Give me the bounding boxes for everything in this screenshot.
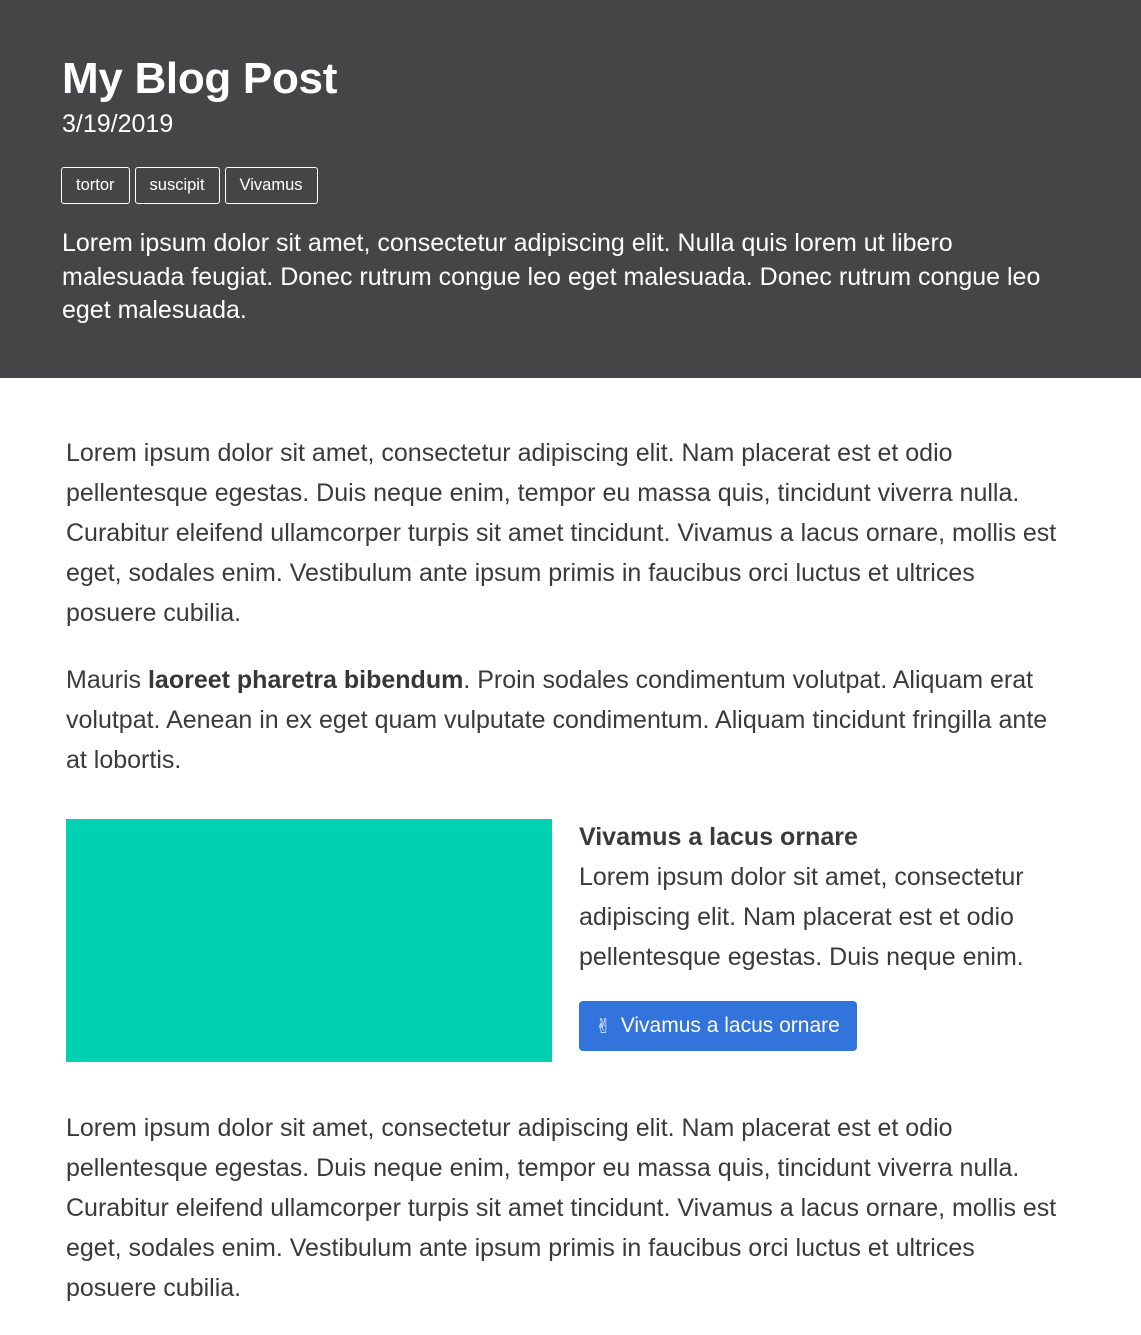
post-date: 3/19/2019 — [62, 110, 174, 138]
body-paragraph-2 — [66, 660, 1066, 780]
post-title: My Blog Post — [62, 54, 338, 103]
post-header — [0, 0, 1141, 378]
feature-image — [66, 819, 552, 1062]
paragraph-2-bold-text: laoreet pharetra bibendum — [147, 666, 464, 694]
tag-list — [61, 167, 318, 204]
feature-section — [579, 817, 1079, 977]
body-paragraph-1: Lorem ipsum dolor sit amet, consectetur adipiscing elit. Nam placerat est et odio pellentesque egestas. Duis neque enim, tempor eu massa quis, tincidunt viverra nulla. Curabitur eleifend ullamcorper turpis sit amet tincidunt. Vivamus a lacus ornare, mollis est eget, sodales enim. Vestibulum ante ipsum primis in faucibus orci luctus et ultrices posuere cubilia. — [66, 439, 1057, 627]
tag-suscipit[interactable]: suscipit — [135, 167, 220, 204]
paragraph-2-text-after: . Proin sodales condimentum volutpat. Aliquam erat volutpat. Aenean in ex eget quam vulputate condimentum. Aliquam tincidunt fringilla ante at lobortis. — [66, 666, 1048, 774]
tag-tortor[interactable]: tortor — [61, 167, 130, 204]
body-paragraph-3: Lorem ipsum dolor sit amet, consectetur adipiscing elit. Nam placerat est et odio pellentesque egestas. Duis neque enim, tempor eu massa quis, tincidunt viverra nulla. Curabitur eleifend ullamcorper turpis sit amet tincidunt. Vivamus a lacus ornare, mollis est eget, sodales enim. Vestibulum ante ipsum primis in faucibus orci luctus et ultrices posuere cubilia. — [66, 1114, 1057, 1302]
tag-vivamus[interactable]: Vivamus — [225, 167, 318, 204]
peace-hand-icon: ✌ — [595, 1014, 612, 1038]
paragraph-2-text-before: Mauris — [66, 666, 148, 694]
feature-text: Lorem ipsum dolor sit amet, consectetur adipiscing elit. Nam placerat est et odio pellentesque egestas. Duis neque enim. — [579, 863, 1024, 971]
feature-title: Vivamus a lacus ornare — [579, 823, 858, 851]
post-summary: Lorem ipsum dolor sit amet, consectetur adipiscing elit. Nulla quis lorem ut libero malesuada feugiat. Donec rutrum congue leo eget malesuada. Donec rutrum congue leo eget malesuada. — [62, 229, 1041, 324]
feature-cta-button[interactable] — [579, 1001, 857, 1051]
feature-cta-label: Vivamus a lacus ornare — [620, 1014, 840, 1037]
